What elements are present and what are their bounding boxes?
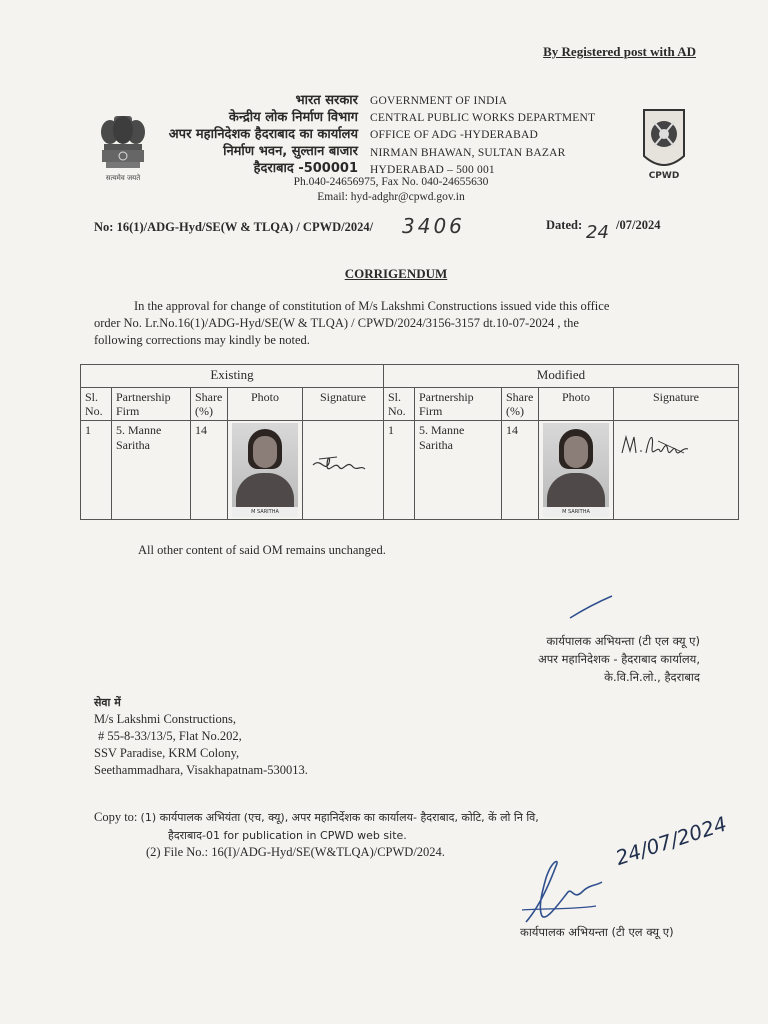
signatory-line: अपर महानिदेशक - हैदराबाद कार्यालय, bbox=[537, 652, 700, 666]
registered-post-note: By Registered post with AD bbox=[543, 44, 696, 59]
hindi-line: हैदराबाद -500001 bbox=[253, 161, 358, 176]
existing-photo bbox=[232, 423, 298, 517]
col-header-signature: Signature bbox=[303, 388, 384, 421]
modified-signature-icon bbox=[618, 423, 694, 473]
body-line: following corrections may kindly be noted. bbox=[94, 333, 310, 347]
modified-group-header: Modified bbox=[384, 365, 739, 388]
hindi-letterhead bbox=[150, 92, 358, 177]
body-paragraph bbox=[94, 298, 714, 349]
copy-item-1-continuation: हैदराबाद-01 for publication in CPWD web site. bbox=[168, 829, 407, 842]
modified-photo-cell bbox=[539, 421, 614, 520]
existing-firm: 5. Manne Saritha bbox=[112, 421, 191, 520]
col-header-photo: Photo bbox=[539, 388, 614, 421]
col-header-photo: Photo bbox=[228, 388, 303, 421]
handwritten-day: 24 bbox=[586, 222, 609, 243]
addressee-line: Seethammadhara, Visakhapatnam-530013. bbox=[94, 763, 308, 777]
hindi-line: निर्माण भवन, सुल्तान बाजार bbox=[223, 144, 358, 159]
existing-signature-cell bbox=[303, 421, 384, 520]
logo-text: CPWD bbox=[648, 171, 680, 181]
dated-label: Dated: bbox=[546, 218, 583, 232]
hindi-line: अपर महानिदेशक हैदराबाद का कार्यालय bbox=[168, 127, 358, 142]
existing-photo-cell bbox=[228, 421, 303, 520]
existing-group-header: Existing bbox=[81, 365, 384, 388]
email-address: Email: hyd-adghr@cpwd.gov.in bbox=[317, 191, 465, 203]
table-row bbox=[81, 421, 739, 520]
unchanged-note: All other content of said OM remains unchanged. bbox=[138, 543, 386, 557]
english-line: HYDERABAD – 500 001 bbox=[370, 163, 495, 176]
addressee-block bbox=[94, 694, 308, 779]
handwritten-date: 24/07/2024 bbox=[612, 811, 730, 870]
english-line: CENTRAL PUBLIC WORKS DEPARTMENT bbox=[370, 112, 596, 125]
copy-item-1: (1) कार्यपालक अभियंता (एच, क्यू), अपर महानिर्देशक का कार्यालय- हैदराबाद, कोटि, कें लो नि वि, bbox=[140, 811, 539, 824]
officer-signature-icon bbox=[516, 852, 606, 932]
col-header-sl: Sl. No. bbox=[81, 388, 112, 421]
signatory-line: के.वि.नि.लो., हैदराबाद bbox=[604, 670, 700, 684]
body-line: order No. Lr.No.16(1)/ADG-Hyd/SE(W & TLQA) / CPWD/2024/3156-3157 dt.10-07-2024 , the bbox=[94, 316, 579, 330]
photo-caption: M SARITHA bbox=[232, 507, 298, 517]
modified-sl: 1 bbox=[384, 421, 415, 520]
modified-firm: 5. Manne Saritha bbox=[415, 421, 502, 520]
signature-stroke-icon bbox=[566, 594, 616, 622]
col-header-firm: Partnership Firm bbox=[112, 388, 191, 421]
signatory-block bbox=[498, 632, 700, 686]
addressee-label: सेवा में bbox=[94, 696, 121, 709]
modified-share: 14 bbox=[502, 421, 539, 520]
existing-signature-icon bbox=[307, 423, 371, 503]
english-letterhead bbox=[370, 93, 595, 179]
reference-number: No: 16(1)/ADG-Hyd/SE(W & TLQA) / CPWD/2024/ bbox=[94, 220, 374, 234]
signatory-line: कार्यपालक अभियन्ता (टी एल क्यू ए) bbox=[546, 634, 700, 648]
document-title: CORRIGENDUM bbox=[344, 266, 448, 281]
copy-item-2: (2) File No.: 16(I)/ADG-Hyd/SE(W&TLQA)/CPWD/2024. bbox=[146, 845, 445, 859]
handwritten-reference-number: 3406 bbox=[402, 214, 465, 238]
copy-to-label: Copy to: bbox=[94, 810, 138, 824]
existing-sl: 1 bbox=[81, 421, 112, 520]
existing-share: 14 bbox=[191, 421, 228, 520]
hindi-line: केन्द्रीय लोक निर्माण विभाग bbox=[228, 110, 358, 125]
dated-month-year: /07/2024 bbox=[616, 218, 661, 232]
final-signatory: कार्यपालक अभियन्ता (टी एल क्यू ए) bbox=[520, 925, 674, 939]
english-line: OFFICE OF ADG -HYDERABAD bbox=[370, 129, 539, 142]
body-line: In the approval for change of constitution of M/s Lakshmi Constructions issued vide this office bbox=[134, 299, 610, 313]
modified-signature-cell bbox=[614, 421, 739, 520]
national-emblem-icon bbox=[94, 108, 152, 186]
addressee-line: # 55-8-33/13/5, Flat No.202, bbox=[98, 729, 242, 743]
phone-fax: Ph.040-24656975, Fax No. 040-24655630 bbox=[293, 176, 489, 188]
col-header-sl: Sl. No. bbox=[384, 388, 415, 421]
hindi-line: भारत सरकार bbox=[295, 93, 358, 108]
col-header-share: Share (%) bbox=[502, 388, 539, 421]
contact-info bbox=[286, 175, 496, 205]
photo-caption: M SARITHA bbox=[543, 507, 609, 517]
emblem-caption: सत्यमेव जयते bbox=[105, 174, 141, 182]
corrections-table bbox=[80, 364, 739, 520]
col-header-signature: Signature bbox=[614, 388, 739, 421]
modified-photo bbox=[543, 423, 609, 517]
english-line: GOVERNMENT OF INDIA bbox=[370, 95, 508, 107]
col-header-share: Share (%) bbox=[191, 388, 228, 421]
addressee-line: SSV Paradise, KRM Colony, bbox=[94, 746, 240, 760]
addressee-line: M/s Lakshmi Constructions, bbox=[94, 712, 237, 726]
cpwd-logo-icon bbox=[636, 104, 692, 184]
col-header-firm: Partnership Firm bbox=[415, 388, 502, 421]
english-line: NIRMAN BHAWAN, SULTAN BAZAR bbox=[370, 146, 566, 159]
copy-to-block bbox=[94, 808, 539, 845]
